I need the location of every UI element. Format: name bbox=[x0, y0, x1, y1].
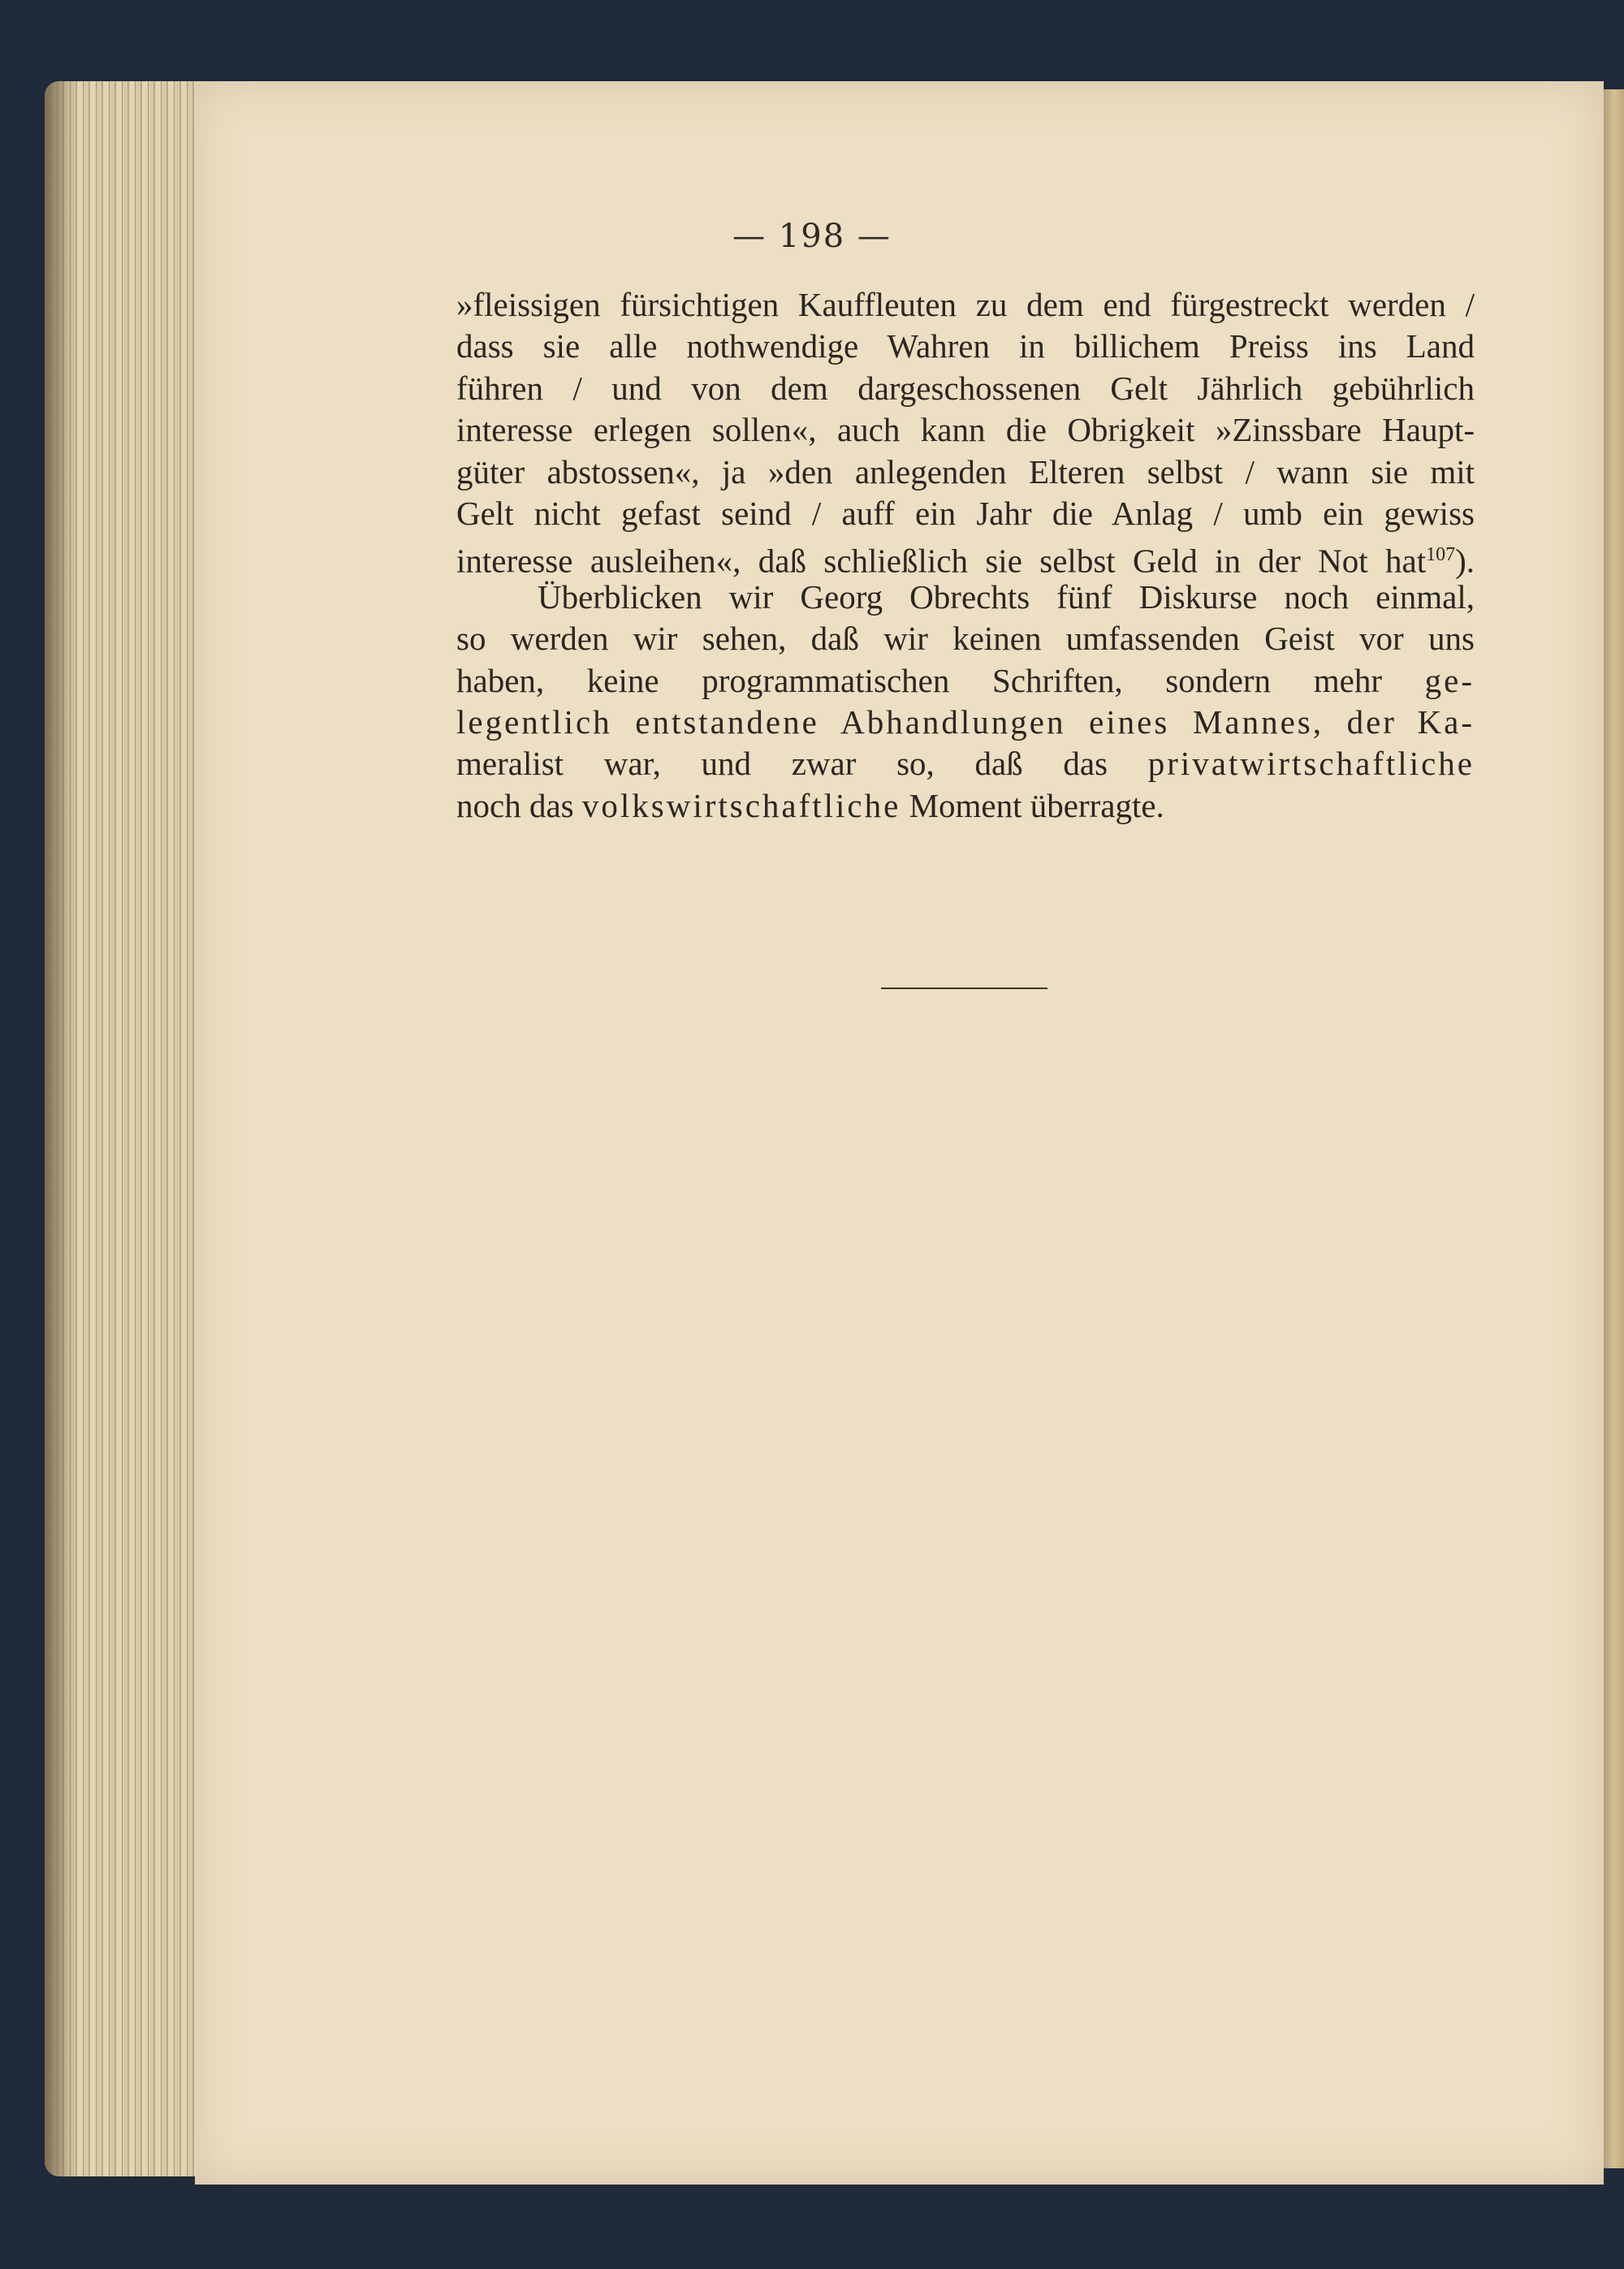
text-line bbox=[456, 743, 1475, 784]
closing-rule bbox=[881, 988, 1047, 989]
text-line-with-footnote bbox=[456, 534, 1475, 580]
spaced-word: ge- bbox=[1424, 661, 1475, 699]
text-fragment: noch das bbox=[456, 786, 574, 824]
spaced-word: privatwirtschaftliche bbox=[1147, 745, 1475, 783]
text-fragment: Moment überragte. bbox=[909, 786, 1164, 824]
text-line: interesse erlegen sollen«, auch kann die Obrigkeit »Zinssbare Haupt- bbox=[456, 411, 1475, 449]
text-line: »fleissigen fürsichtigen Kauffleuten zu dem end fürgestreckt werden / bbox=[456, 286, 1475, 323]
text-fragment: ). bbox=[1455, 542, 1475, 580]
text-line: Gelt nicht gefast seind / auff ein Jahr die Anlag / umb ein gewiss bbox=[456, 494, 1475, 532]
text-line: güter abstossen«, ja »den anlegenden Elteren selbst / wann sie mit bbox=[456, 452, 1475, 491]
text-fragment: interesse ausleihen«, daß schließlich sie selbst Geld in der Not hat bbox=[456, 542, 1427, 580]
body-text bbox=[456, 284, 1475, 827]
spaced-word: Ka- bbox=[1417, 702, 1475, 741]
text-line bbox=[456, 660, 1475, 702]
page-number: — 198 — bbox=[732, 218, 892, 255]
text-line: so werden wir sehen, daß wir keinen umfassenden Geist vor uns bbox=[456, 620, 1475, 658]
spaced-word: volkswirtschaftliche bbox=[581, 786, 901, 824]
spine-shadow bbox=[45, 81, 77, 2176]
text-fragment: legentlich entstandene Abhandlungen eines Mannes, der bbox=[456, 702, 1397, 741]
text-fragment: haben, keine programmatischen Schriften, sondern mehr bbox=[456, 661, 1382, 699]
text-line: dass sie alle nothwendige Wahren in billichem Preiss ins Land bbox=[456, 327, 1475, 365]
footnote-reference: 107 bbox=[1426, 544, 1456, 566]
text-line: führen / und von dem dargeschossenen Gelt Jährlich gebührlich bbox=[456, 369, 1475, 407]
text-fragment: meralist war, und zwar so, daß das bbox=[456, 745, 1108, 783]
text-line bbox=[456, 785, 1475, 827]
text-line: Überblicken wir Georg Obrechts fünf Diskurse noch einmal, bbox=[538, 577, 1475, 616]
text-line bbox=[456, 702, 1475, 743]
